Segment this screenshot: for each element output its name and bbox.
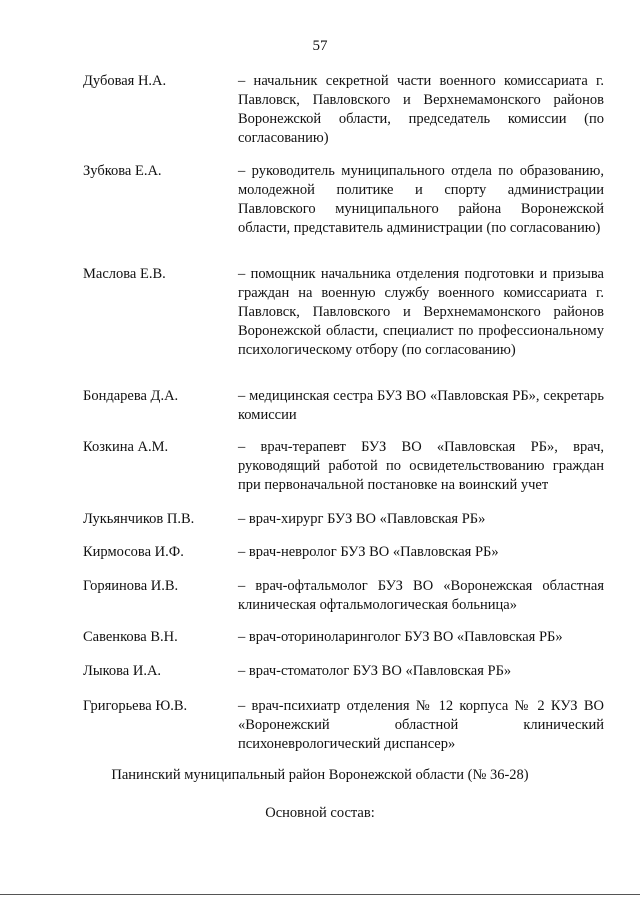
member-name: Кирмосова И.Ф. [83,544,184,560]
member-role: – врач-невролог БУЗ ВО «Павловская РБ» [238,544,499,560]
member-name: Григорьева Ю.В. [83,698,188,714]
member-name: Зубкова Е.А. [83,163,162,179]
member-role: – врач-оториноларинголог БУЗ ВО «Павловская РБ» [238,629,563,645]
bottom-divider [0,894,640,895]
member-role: – руководитель муниципального отдела по образованию, молодежной политике и спорту администрации Павловского муниципального района Воронежской области, представитель администрации (по согласованию) [238,163,604,236]
member-name: Горяинова И.В. [83,578,179,594]
page-number: 57 [312,38,328,54]
member-role: – помощник начальника отделения подготовки и призыва граждан на военную службу военного комиссариата г. Павловск, Павловского и Верхнемамонского районов Воронежской области, специалист по профессиональному психологическому отбору (по согласованию) [238,266,604,358]
member-name: Лукьянчиков П.В. [83,511,195,527]
member-role: – врач-стоматолог БУЗ ВО «Павловская РБ» [238,663,512,679]
member-name: Бондарева Д.А. [83,388,179,404]
member-name: Маслова Е.В. [83,266,166,282]
member-name: Лыкова И.А. [83,663,162,679]
section-title: Панинский муниципальный район Воронежской области (№ 36-28) [111,767,529,783]
subsection-title: Основной состав: [265,805,375,821]
member-role: – медицинская сестра БУЗ ВО «Павловская РБ», секретарь комиссии [238,388,604,423]
member-role: – врач-терапевт БУЗ ВО «Павловская РБ», врач, руководящий работой по освидетельствованию граждан при первоначальной постановке на воинский учет [238,439,604,493]
member-role: – врач-психиатр отделения № 12 корпуса № 2 КУЗ ВО «Воронежский областной клинический психоневрологический диспансер» [238,698,604,752]
member-name: Савенкова В.Н. [83,629,178,645]
member-name: Дубовая Н.А. [83,73,167,89]
member-role: – врач-хирург БУЗ ВО «Павловская РБ» [238,511,486,527]
member-role: – врач-офтальмолог БУЗ ВО «Воронежская областная клиническая офтальмологическая больница» [238,578,604,613]
member-name: Козкина А.М. [83,439,169,455]
member-role: – начальник секретной части военного комиссариата г. Павловск, Павловского и Верхнемамонского районов Воронежской области, председатель комиссии (по согласованию) [238,73,604,146]
